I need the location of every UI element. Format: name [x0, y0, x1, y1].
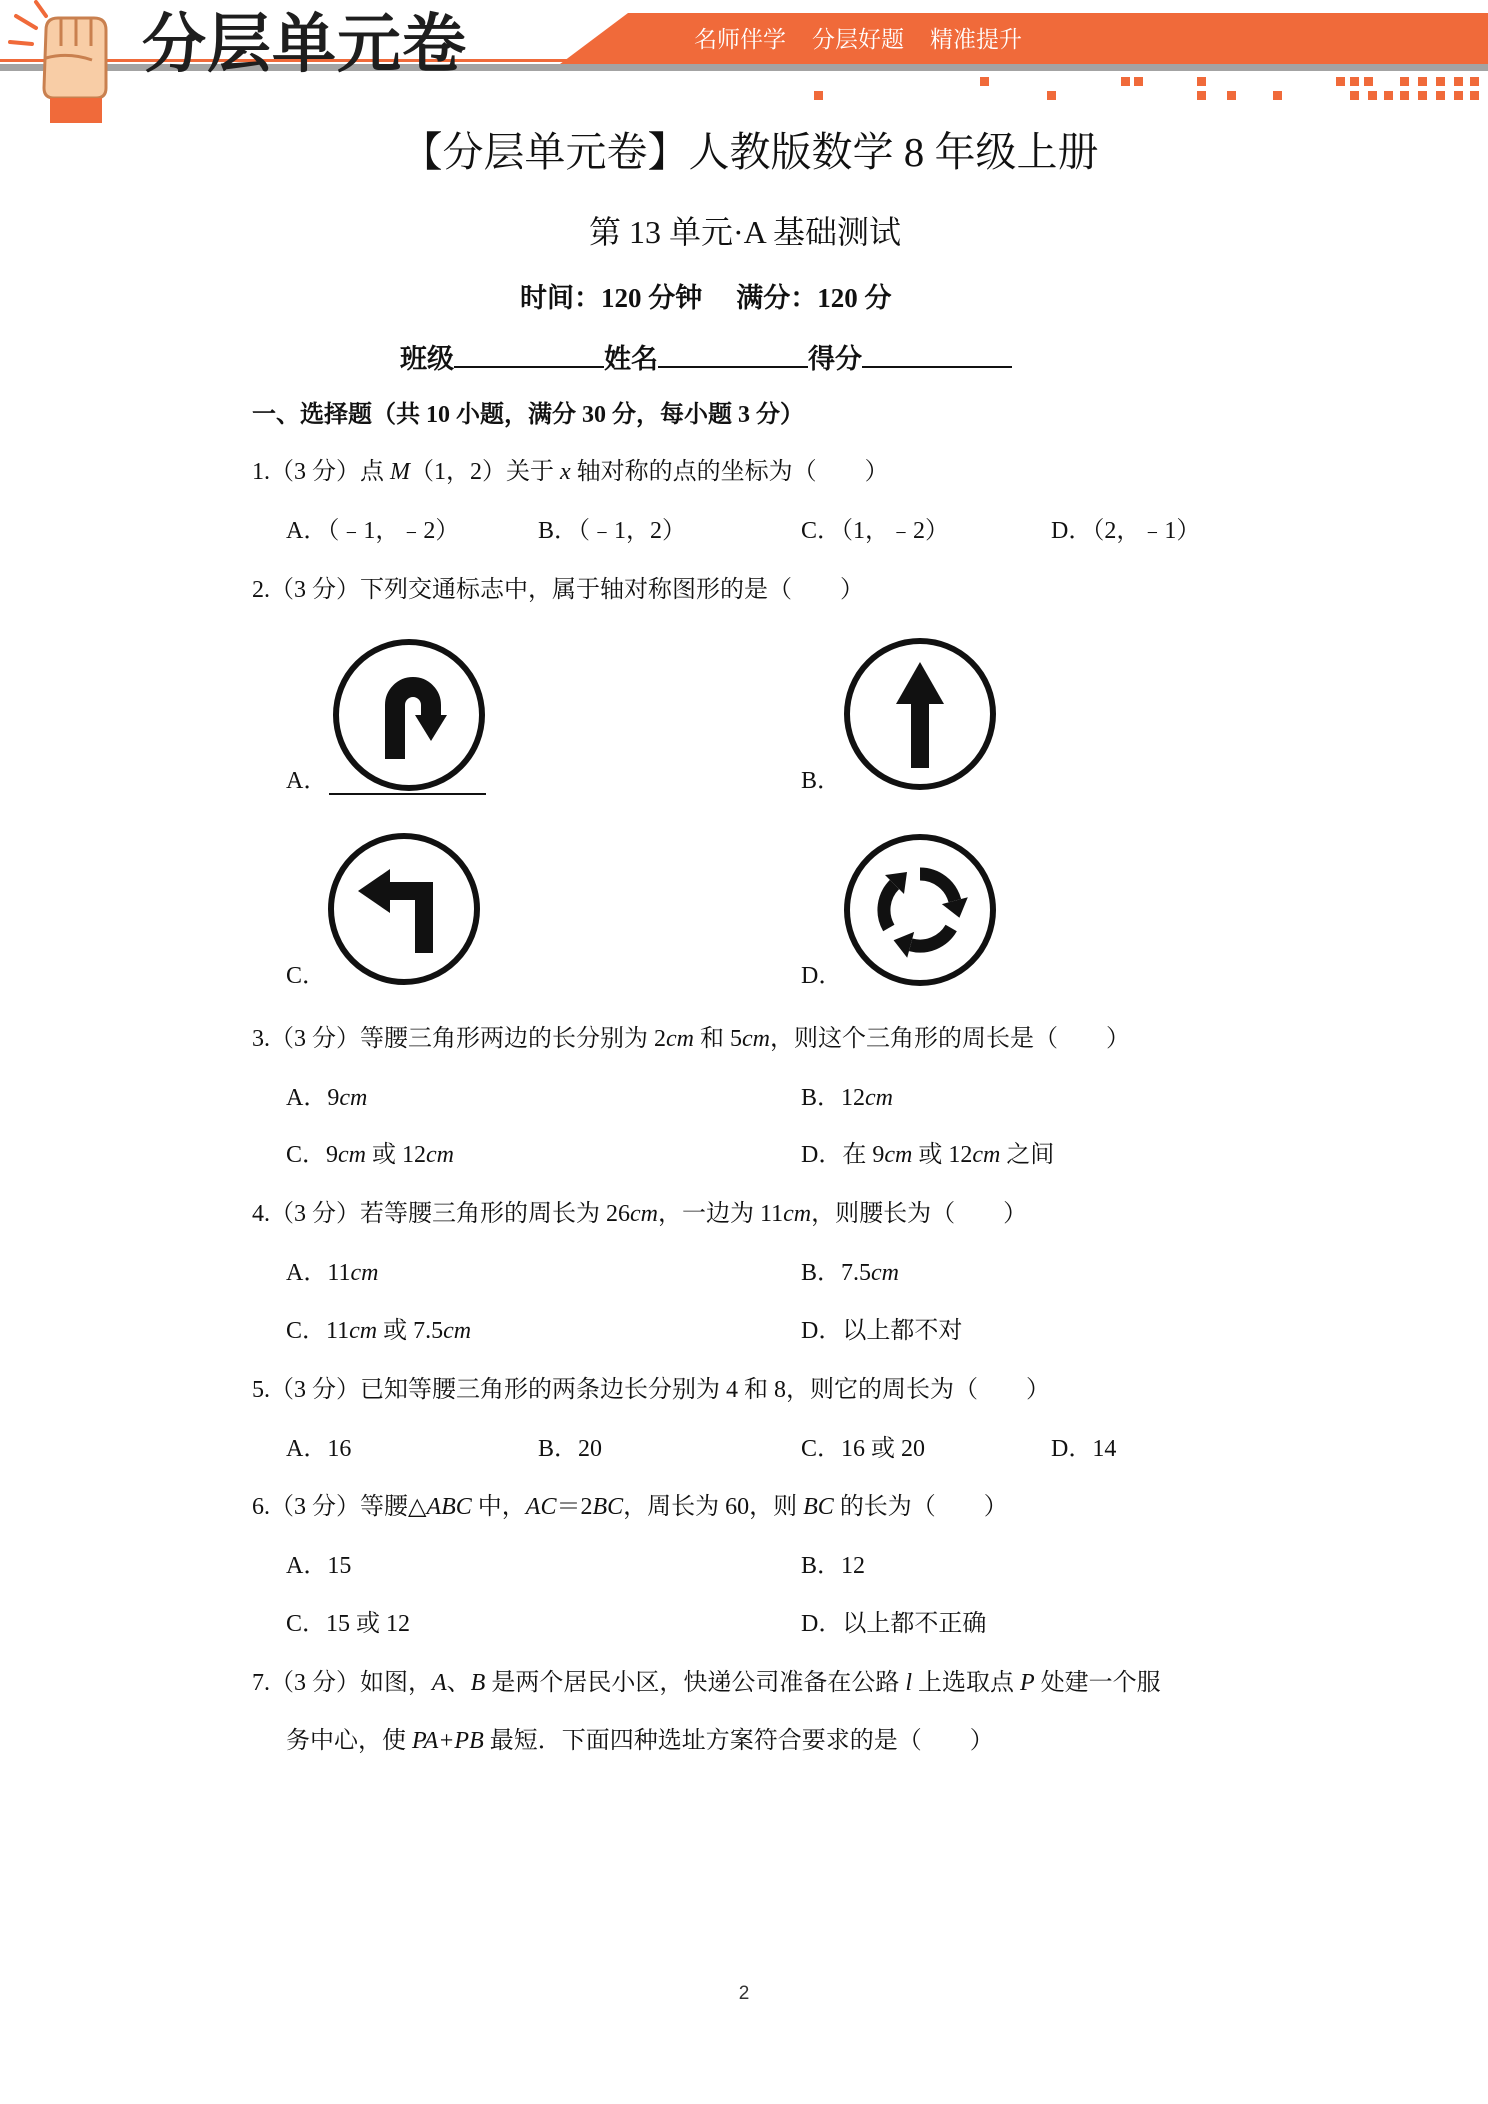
page-number: 2: [738, 1983, 750, 2004]
italic-symbol: BC: [803, 1494, 834, 1520]
question-2-option-b-label[interactable]: B．: [801, 768, 842, 794]
question-1-option-b[interactable]: [538, 515, 686, 547]
question-2-option-d-label[interactable]: D．: [801, 963, 843, 989]
name-label: 姓名: [604, 344, 658, 374]
text-run: D．以上都不正确: [801, 1611, 987, 1637]
text-run: A．11: [286, 1260, 351, 1286]
text-run: C．15 或 12: [286, 1611, 411, 1637]
question-2-stem: [252, 574, 864, 606]
question-7-stem: [252, 1667, 1161, 1699]
italic-symbol: cm: [884, 1142, 913, 1168]
text-run: ，则这个三角形的周长是（ ）: [769, 1026, 1130, 1052]
question-5-option-a[interactable]: [286, 1433, 351, 1465]
left-turn-sign-icon[interactable]: [324, 829, 484, 989]
text-run: 处建一个服: [1034, 1670, 1161, 1696]
header-decor-squares: [814, 77, 1479, 100]
italic-symbol: cm: [666, 1026, 694, 1052]
tagline-1: 名师伴学: [694, 26, 786, 52]
text-run: 或 12: [912, 1142, 973, 1168]
italic-symbol: B: [470, 1670, 486, 1696]
u-turn-sign-icon[interactable]: [329, 635, 489, 795]
italic-symbol: A: [432, 1670, 447, 1696]
page-title: 【分层单元卷】人教版数学 8 年级上册: [401, 129, 1099, 175]
text-run: 或 7.5: [377, 1318, 444, 1344]
straight-ahead-sign-icon[interactable]: [840, 634, 1000, 794]
text-run: C．9: [286, 1142, 339, 1168]
italic-symbol: AC: [525, 1494, 557, 1520]
text-run: D．以上都不对: [801, 1318, 963, 1344]
text-run: B．12: [801, 1553, 866, 1579]
text-run: B．（﹣1，2）: [538, 518, 687, 544]
italic-symbol: cm: [426, 1142, 454, 1168]
tagline-3: 精准提升: [930, 26, 1022, 52]
text-run: A．9: [286, 1085, 340, 1111]
italic-symbol: cm: [443, 1318, 472, 1344]
text-run: D．在 9: [801, 1142, 885, 1168]
italic-symbol: cm: [871, 1260, 899, 1286]
text-run: C．16 或 20: [801, 1436, 926, 1462]
question-6-option-b[interactable]: [801, 1550, 865, 1582]
italic-symbol: cm: [630, 1201, 658, 1227]
text-run: A．16: [286, 1436, 352, 1462]
question-7-stem-continued: [286, 1725, 994, 1757]
question-1-option-c[interactable]: [801, 515, 949, 547]
text-run: D．14: [1051, 1436, 1117, 1462]
text-run: 轴对称的点的坐标为（ ）: [570, 459, 889, 485]
section-heading: 一、选择题（共 10 小题，满分 30 分，每小题 3 分）: [252, 402, 804, 428]
question-3-stem: [252, 1023, 1130, 1055]
italic-symbol: cm: [741, 1026, 770, 1052]
text-run: ＝2: [556, 1494, 593, 1520]
fist-icon: [6, 0, 130, 125]
question-1-stem: [252, 456, 889, 488]
text-run: 、: [446, 1670, 471, 1696]
text-run: 是两个居民小区，快递公司准备在公路: [485, 1670, 906, 1696]
italic-symbol: cm: [783, 1201, 812, 1227]
question-2-option-c-label[interactable]: C．: [286, 963, 327, 989]
question-6-option-a[interactable]: [286, 1550, 351, 1582]
text-run: ，周长为 60，则: [623, 1494, 804, 1520]
question-1-option-d[interactable]: [1051, 515, 1200, 547]
question-5-option-b[interactable]: [538, 1433, 602, 1465]
italic-symbol: ABC: [426, 1494, 472, 1520]
question-2-option-a-underline: [329, 793, 486, 795]
text-run: ，则腰长为（ ）: [811, 1201, 1028, 1227]
exam-time: 时间：120 分钟: [520, 283, 703, 313]
question-6-option-d[interactable]: [801, 1608, 986, 1640]
italic-symbol: cm: [339, 1085, 368, 1111]
text-run: 之间: [1000, 1142, 1055, 1168]
text-run: B．20: [538, 1436, 603, 1462]
text-run: A．15: [286, 1553, 352, 1579]
text-run: 的长为（ ）: [833, 1494, 1008, 1520]
question-6-option-c[interactable]: [286, 1608, 410, 1640]
text-run: B．12: [801, 1085, 866, 1111]
class-blank[interactable]: [454, 338, 604, 368]
question-3-option-d[interactable]: [801, 1139, 1054, 1171]
question-5-option-c[interactable]: [801, 1433, 925, 1465]
question-2-option-a-label[interactable]: A．: [286, 768, 328, 794]
question-3-option-a[interactable]: [286, 1082, 367, 1114]
italic-symbol: cm: [338, 1142, 366, 1168]
class-label: 班级: [400, 344, 454, 374]
question-5-stem: [252, 1374, 1050, 1406]
italic-symbol: M: [390, 459, 410, 485]
text-run: 7.（3 分）如图，: [252, 1670, 432, 1696]
score-label: 得分: [808, 344, 862, 374]
text-run: 或 12: [366, 1142, 426, 1168]
logo-text: 分层单元卷: [142, 8, 467, 80]
text-run: C．（1，﹣2）: [801, 518, 950, 544]
name-blank[interactable]: [658, 338, 808, 368]
page-subtitle: 第 13 单元·A 基础测试: [588, 214, 901, 250]
score-blank[interactable]: [862, 338, 1012, 368]
text-run: 3.（3 分）等腰三角形两边的长分别为 2: [252, 1026, 666, 1052]
italic-symbol: cm: [350, 1260, 379, 1286]
text-run: ，一边为 11: [657, 1201, 784, 1227]
text-run: 1.（3 分）点: [252, 459, 390, 485]
question-1-option-a[interactable]: [286, 515, 459, 547]
exam-full-score: 满分：120 分: [736, 283, 892, 313]
text-run: 和 5: [693, 1026, 742, 1052]
question-3-option-c[interactable]: [286, 1139, 454, 1171]
question-4-option-b[interactable]: [801, 1257, 899, 1289]
text-run: 5.（3 分）已知等腰三角形的两条边长分别为 4 和 8，则它的周长为（ ）: [252, 1377, 1050, 1403]
italic-symbol: l: [905, 1670, 913, 1696]
text-run: C．11: [286, 1318, 350, 1344]
italic-symbol: PA+PB: [412, 1728, 484, 1754]
question-3-option-b[interactable]: [801, 1082, 893, 1114]
text-run: 最短．下面四种选址方案符合要求的是（ ）: [483, 1728, 994, 1754]
roundabout-sign-icon[interactable]: [840, 830, 1000, 990]
italic-symbol: BC: [592, 1494, 624, 1520]
text-run: 4.（3 分）若等腰三角形的周长为 26: [252, 1201, 630, 1227]
text-run: 中，: [471, 1494, 526, 1520]
question-4-option-d[interactable]: [801, 1315, 962, 1347]
italic-symbol: x: [560, 459, 571, 485]
text-run: A．（﹣1，﹣2）: [286, 518, 460, 544]
question-4-option-a[interactable]: [286, 1257, 378, 1289]
italic-symbol: P: [1020, 1670, 1035, 1696]
italic-symbol: cm: [865, 1085, 893, 1111]
question-4-option-c[interactable]: [286, 1315, 471, 1347]
text-run: D．（2，﹣1）: [1051, 518, 1201, 544]
student-fields: [400, 338, 1012, 377]
text-run: 上选取点: [912, 1670, 1021, 1696]
text-run: 6.（3 分）等腰△: [252, 1494, 427, 1520]
text-run: 务中心，使: [286, 1728, 412, 1754]
italic-symbol: cm: [349, 1318, 378, 1344]
tagline-2: 分层好题: [812, 26, 904, 52]
exam-info: [520, 281, 892, 315]
question-4-stem: [252, 1198, 1027, 1230]
question-6-stem: [252, 1491, 1008, 1523]
header-taglines: [694, 24, 1022, 54]
text-run: 2.（3 分）下列交通标志中，属于轴对称图形的是（ ）: [252, 577, 864, 603]
italic-symbol: cm: [972, 1142, 1001, 1168]
text-run: B．7.5: [801, 1260, 872, 1286]
text-run: （1，2）关于: [410, 459, 560, 485]
question-5-option-d[interactable]: [1051, 1433, 1116, 1465]
